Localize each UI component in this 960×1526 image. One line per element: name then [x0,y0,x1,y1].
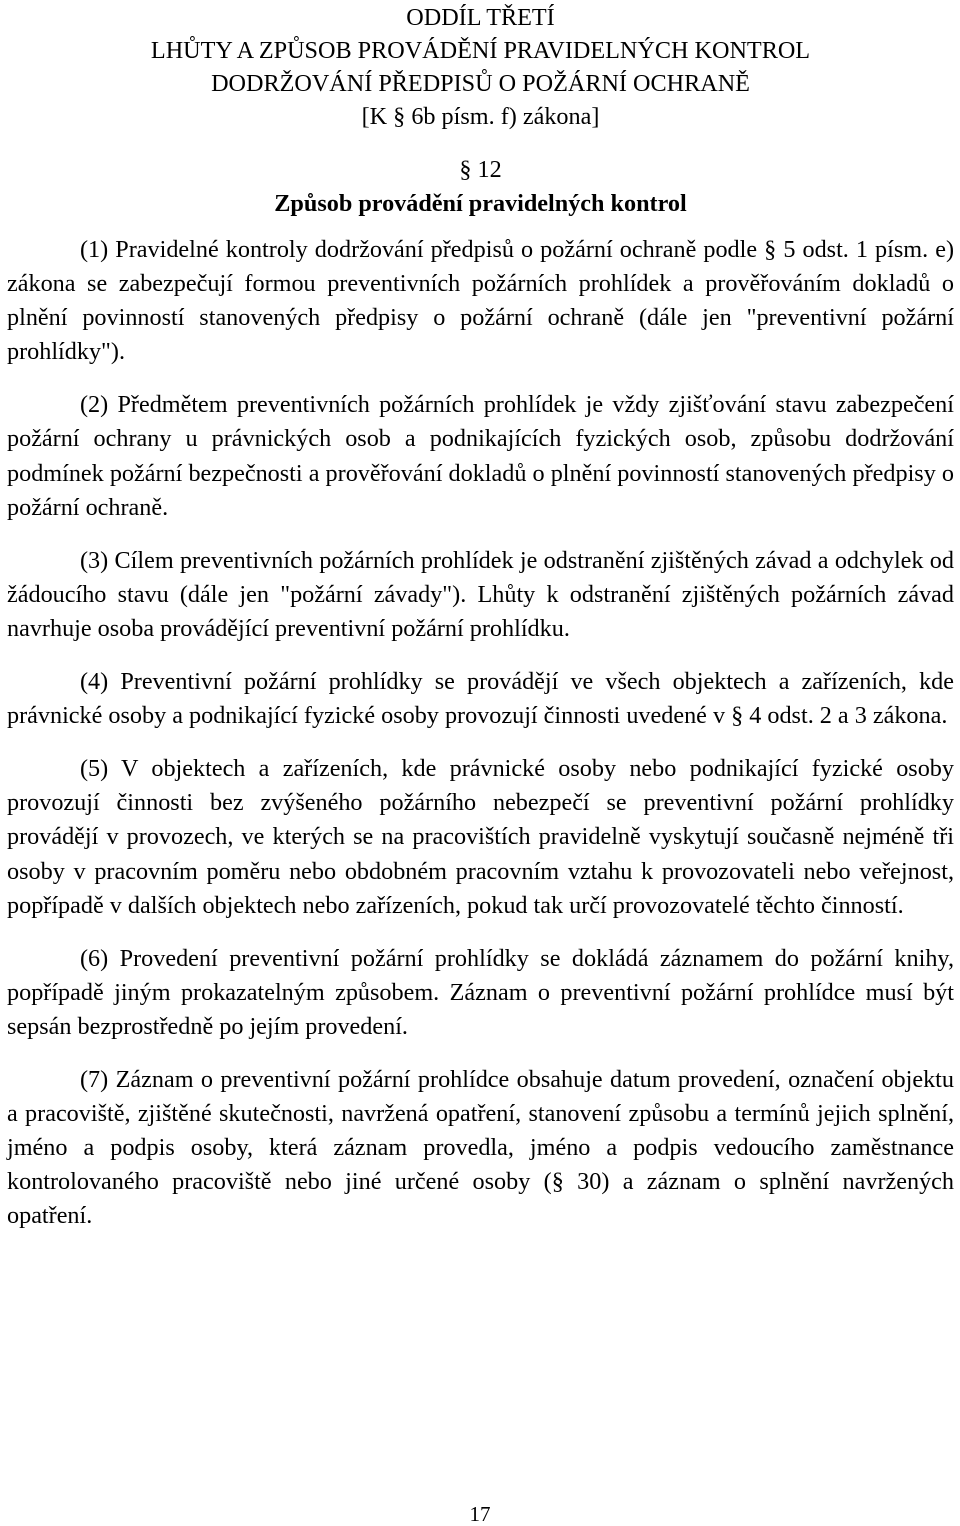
paragraph-7: (7) Záznam o preventivní požární prohlídce obsahuje datum provedení, označení objektu a pracoviště, zjištěné skutečnosti, navržená opatření, stanovení způsobu a termínů jejich splnění, jméno a podpis osoby, která záznam provedla, jméno a podpis vedoucího zaměstnance kontrolovaného pracoviště nebo jiné určené osoby (§ 30) a záznam o splnění navržených opatření. [7,1065,954,1230]
page-number: 17 [469,1502,491,1526]
document-page [7,0,954,1233]
part-title-line-1: LHŮTY A ZPŮSOB PROVÁDĚNÍ PRAVIDELNÝCH KONTROL [150,37,811,64]
paragraph-4: (4) Preventivní požární prohlídky se provádějí ve všech objektech a zařízeních, kde právnické osoby a podnikající fyzické osoby provozují činnosti uvedené v § 4 odst. 2 a 3 zákona. [7,668,954,730]
paragraph-6: (6) Provedení preventivní požární prohlídky se dokládá záznamem do požární knihy, popřípadě jiným prokazatelným způsobem. Záznam o preventivní požární prohlídce musí být sepsán bezprostředně po jejím provedení. [7,944,954,1040]
section-title: Způsob provádění pravidelných kontrol [274,190,687,217]
section-number: § 12 [459,156,502,183]
part-heading: ODDÍL TŘETÍ [406,4,555,31]
paragraph-5: (5) V objektech a zařízeních, kde právnické osoby nebo podnikající fyzické osoby provozují činnosti bez zvýšeného požárního nebezpečí se preventivní požární prohlídky provádějí v provozech, ve kterých se na pracovištích pravidelně vyskytují současně nejméně tři osoby v pracovním poměru nebo obdobném pracovním vztahu k provozovateli nebo veřejnost, popřípadě v dalších objektech nebo zařízeních, pokud tak určí provozovatelé těchto činností. [7,755,954,919]
section-heading [7,153,954,221]
document-header [7,0,954,133]
paragraph-3: (3) Cílem preventivních požárních prohlídek je odstranění zjištěných závad a odchylek od žádoucího stavu (dále jen "požární závady"). Lhůty k odstranění zjištěných požárních závad navrhuje osoba provádějící preventivní požární prohlídku. [7,546,954,642]
part-title-line-2: DODRŽOVÁNÍ PŘEDPISŮ O POŽÁRNÍ OCHRANĚ [211,70,750,97]
paragraph-2: (2) Předmětem preventivních požárních prohlídek je vždy zjišťování stavu zabezpečení požární ochrany u právnických osob a podnikajících fyzických osob, způsobu dodržování podmínek požární bezpečnosti a prověřování dokladů o plnění povinností stanovených předpisy o požární ochraně. [7,391,954,521]
paragraph-1: (1) Pravidelné kontroly dodržování předpisů o požární ochraně podle § 5 odst. 1 písm. e) zákona se zabezpečují formou preventivních požárních prohlídek a prověřováním dokladů o plnění povinností stanovených předpisy o požární ochraně (dále jen "preventivní požární prohlídky"). [7,236,954,366]
legal-reference: [K § 6b písm. f) zákona] [361,103,600,130]
